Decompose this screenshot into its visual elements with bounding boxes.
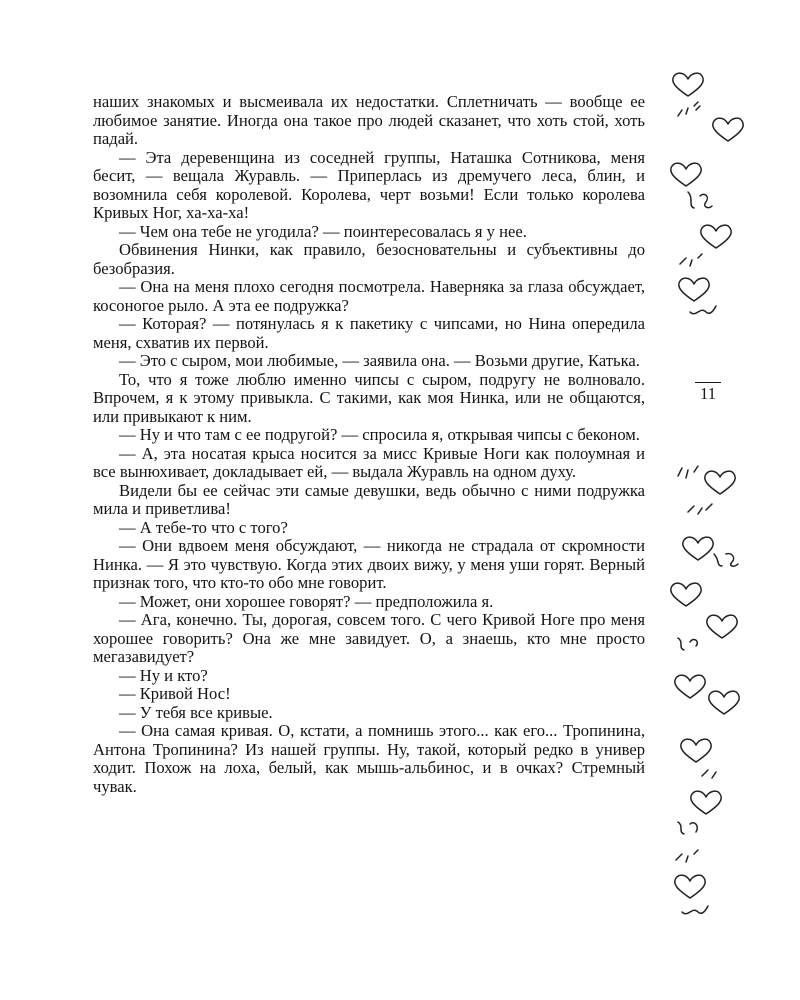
- heart-doodle-icon: [670, 872, 710, 902]
- scribble-doodle-icon: [674, 632, 704, 654]
- heart-doodle-icon: [708, 115, 748, 145]
- heart-doodle-icon: [666, 580, 706, 610]
- heart-doodle-icon: [702, 612, 742, 642]
- heart-doodle-icon: [666, 160, 706, 190]
- heart-doodle-icon: [676, 736, 716, 766]
- scribble-doodle-icon: [680, 900, 710, 920]
- heart-doodle-icon: [704, 688, 744, 718]
- paragraph: — Которая? — потянулась я к пакетику с чипсами, но Нина опередила меня, схватив их первой.: [93, 314, 645, 352]
- paragraph: — Она самая кривая. О, кстати, а помнишь этого... как его... Тропинина, Антона Тропинина? Из нашей группы. Ну, такой, который редко в универ ходит. Похож на лоха, белый, как мышь-альбинос, и в очках? Стремный чувак.: [93, 721, 645, 796]
- paragraph: То, что я тоже люблю именно чипсы с сыром, подругу не волновало. Впрочем, я к этому привыкла. С такими, как моя Нинка, или не общаются, или привыкают к ним.: [93, 369, 645, 426]
- scribble-doodle-icon: [674, 846, 704, 866]
- scribble-doodle-icon: [686, 500, 716, 520]
- paragraph: — Может, они хорошее говорят? — предположила я.: [119, 591, 494, 611]
- heart-doodle-icon: [668, 70, 708, 100]
- scribble-doodle-icon: [688, 300, 718, 320]
- paragraph: — Ну и кто?: [119, 665, 208, 685]
- paragraph: — Кривой Нос!: [119, 684, 231, 703]
- margin-doodles: [660, 60, 800, 960]
- paragraph: — Ну и что там с ее подругой? — спросила я, открывая чипсы с беконом.: [119, 425, 640, 444]
- heart-doodle-icon: [700, 468, 740, 498]
- scribble-doodle-icon: [700, 764, 730, 784]
- scribble-doodle-icon: [676, 100, 706, 120]
- paragraph: — Они вдвоем меня обсуждают, — никогда не страдала от скромности Нинка. — Я это чувствую. Когда этих двоих вижу, у меня уши горят. Верный признак того, что кто-то обо мне говорит.: [93, 536, 645, 592]
- paragraph: — У тебя все кривые.: [119, 702, 273, 722]
- paragraph: — Это с сыром, мои любимые, — заявила она. — Возьми другие, Катька.: [119, 351, 640, 370]
- page-number-label: 11: [699, 384, 717, 403]
- paragraph: — Чем она тебе не угодила? — поинтересовалась я у нее.: [119, 221, 527, 241]
- heart-doodle-icon: [696, 222, 736, 252]
- paragraph: — Ага, конечно. Ты, дорогая, совсем того. С чего Кривой Ноге про меня хорошее говорить? Она же мне завидует. О, а знаешь, кто мне просто мегазавидует?: [93, 610, 645, 666]
- page-text: [93, 93, 645, 796]
- scribble-doodle-icon: [684, 188, 714, 212]
- scribble-doodle-icon: [710, 548, 740, 570]
- heart-doodle-icon: [686, 788, 726, 818]
- scribble-doodle-icon: [678, 250, 708, 270]
- paragraph: — Эта деревенщина из соседней группы, Наташка Сотникова, меня бесит, — вещала Журавль. — Приперлась из дремучего леса, блин, и возомнила себя королевой. Королева, черт возьми! Если только королева Кривых Ног, ха-ха-ха!: [93, 147, 645, 222]
- paragraph: — А, эта носатая крыса носится за мисс Кривые Ноги как полоумная и все вынюхивает, докладывает ей, — выдала Журавль на одном духу.: [93, 443, 645, 481]
- paragraph: наших знакомых и высмеивала их недостатки. Сплетничать — вообще ее любимое занятие. Иногда она такое про людей сказанет, что хоть стой, хоть падай.: [93, 92, 645, 148]
- paragraph: Видели бы ее сейчас эти самые девушки, ведь обычно с ними подружка мила и приветлива!: [93, 480, 645, 518]
- paragraph: Обвинения Нинки, как правило, безосновательны и субъективны до безобразия.: [93, 240, 645, 278]
- paragraph: — А тебе-то что с того?: [119, 517, 288, 537]
- paragraph: — Она на меня плохо сегодня посмотрела. Наверняка за глаза обсуждает, косоногое рыло. А эта ее подружка?: [93, 277, 645, 315]
- scribble-doodle-icon: [674, 816, 704, 838]
